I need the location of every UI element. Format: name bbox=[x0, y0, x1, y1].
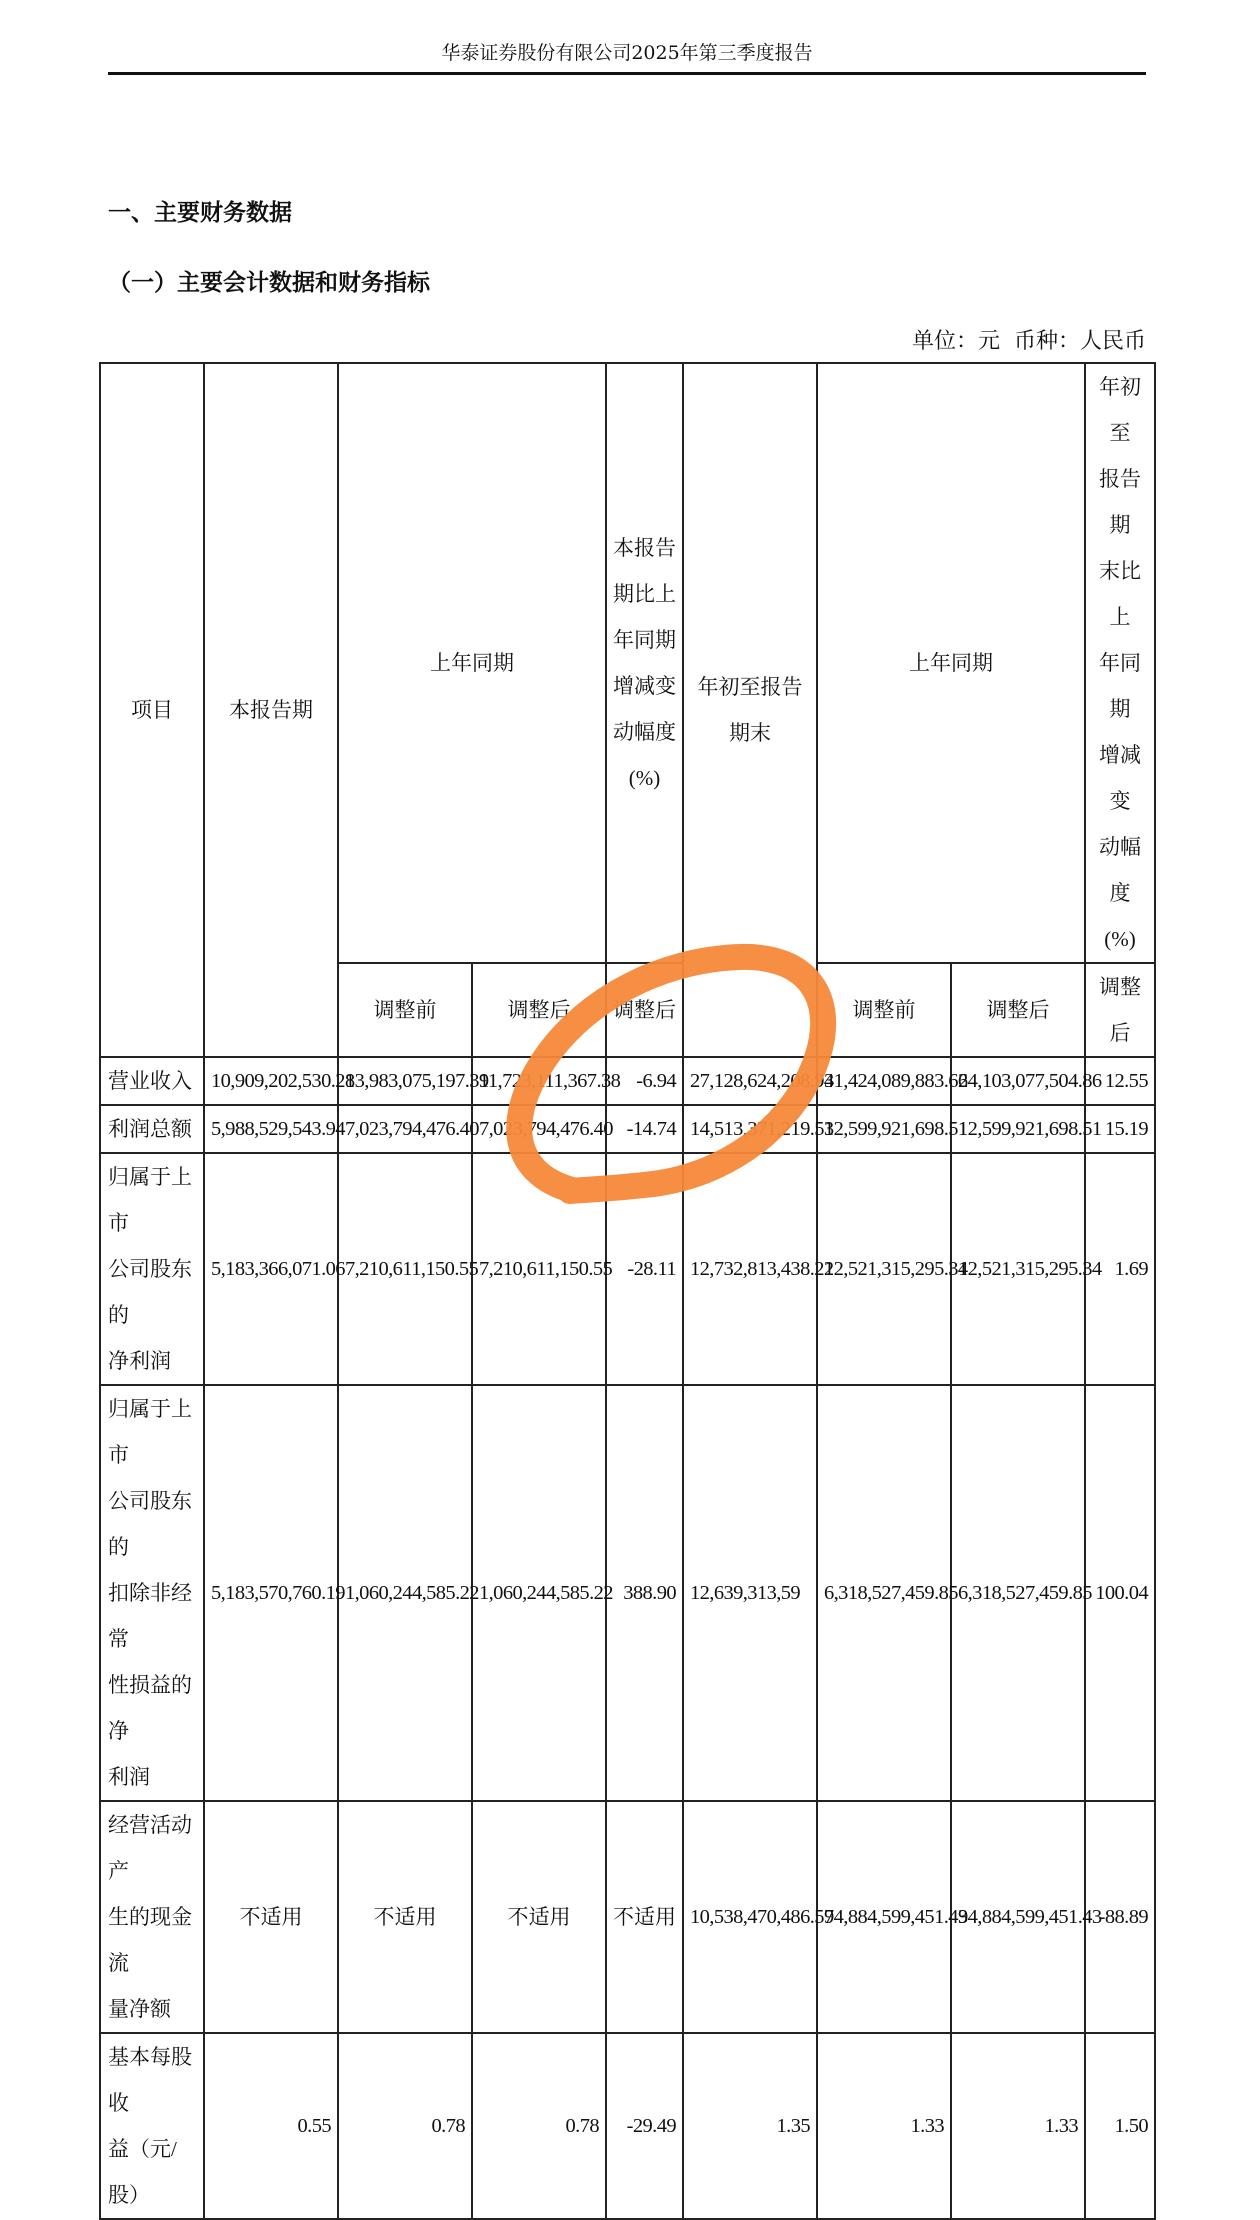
header-after-adjustment-ytd-pct: 调整后 bbox=[1085, 963, 1155, 1057]
financial-data-table bbox=[99, 362, 1156, 2220]
cell-change: 不适用 bbox=[606, 1801, 683, 2033]
cell-change: -14.74 bbox=[606, 1105, 683, 1153]
cell-ytd-change: 15.19 bbox=[1085, 1105, 1155, 1153]
header-line: 年初至 bbox=[1099, 375, 1141, 445]
header-change-pct bbox=[606, 363, 683, 963]
row-label-line: 扣除非经常 bbox=[108, 1581, 192, 1651]
row-label bbox=[100, 1801, 204, 2033]
row-label-line: 基本每股收 bbox=[108, 2045, 192, 2115]
header-line: (%) bbox=[628, 766, 661, 790]
section-title: 一、主要财务数据 bbox=[108, 199, 292, 226]
row-label-line: 量净额 bbox=[108, 1997, 171, 2021]
header-prior-ytd: 上年同期 bbox=[817, 363, 1085, 963]
cell-ytd-change: -88.89 bbox=[1085, 1801, 1155, 2033]
header-line: 期比上 bbox=[613, 582, 676, 606]
cell-current: 0.55 bbox=[204, 2033, 338, 2219]
cell-prior-ytd-before: 1.33 bbox=[817, 2033, 951, 2219]
cell-ytd-change: 12.55 bbox=[1085, 1057, 1155, 1105]
header-after-adjustment-pct: 调整后 bbox=[606, 963, 683, 1057]
header-line: 增减变 bbox=[613, 674, 676, 698]
currency-label: 币种：人民币 bbox=[1013, 329, 1146, 354]
row-label-line: 益（元/股） bbox=[108, 2137, 177, 2207]
cell-prior-before: 7,210,611,150.55 bbox=[338, 1153, 472, 1385]
row-label: 利润总额 bbox=[100, 1105, 204, 1153]
header-prior-period: 上年同期 bbox=[338, 363, 606, 963]
cell-ytd: 14,513,371,219.53 bbox=[683, 1105, 817, 1153]
header-ytd: 年初至报告期末 bbox=[683, 363, 817, 1057]
cell-prior-ytd-before: 12,521,315,295.34 bbox=[817, 1153, 951, 1385]
cell-prior-ytd-after: 12,599,921,698.51 bbox=[951, 1105, 1085, 1153]
cell-ytd: 1.35 bbox=[683, 2033, 817, 2219]
report-title: 华泰证券股份有限公司2025年第三季度报告 bbox=[441, 42, 813, 64]
row-label bbox=[100, 2033, 204, 2219]
header-line: (%) bbox=[1104, 927, 1136, 951]
cell-ytd: 27,128,624,208.94 bbox=[683, 1057, 817, 1105]
table-row bbox=[100, 1153, 1155, 1385]
cell-prior-after: 1,060,244,585.22 bbox=[472, 1385, 606, 1801]
cell-prior-before: 13,983,075,197.39 bbox=[338, 1057, 472, 1105]
cell-prior-ytd-after: 12,521,315,295.34 bbox=[951, 1153, 1085, 1385]
header-line: 末比上 bbox=[1099, 559, 1141, 629]
cell-prior-ytd-before: 12,599,921,698.51 bbox=[817, 1105, 951, 1153]
cell-change: -6.94 bbox=[606, 1057, 683, 1105]
page-header bbox=[108, 30, 1146, 75]
header-line: 动幅度 bbox=[1099, 835, 1141, 905]
cell-prior-after: 7,210,611,150.55 bbox=[472, 1153, 606, 1385]
table-row bbox=[100, 1385, 1155, 1801]
header-before-adjustment: 调整前 bbox=[338, 963, 472, 1057]
row-label-line: 公司股东的 bbox=[108, 1489, 192, 1559]
cell-change: 388.90 bbox=[606, 1385, 683, 1801]
cell-current: 5,183,570,760.19 bbox=[204, 1385, 338, 1801]
cell-ytd: 10,538,470,486.57 bbox=[683, 1801, 817, 2033]
subsection-title: （一）主要会计数据和财务指标 bbox=[108, 269, 430, 296]
cell-current: 10,909,202,530.28 bbox=[204, 1057, 338, 1105]
table-row bbox=[100, 1801, 1155, 2033]
cell-ytd-change: 1.50 bbox=[1085, 2033, 1155, 2219]
header-line: 增减变 bbox=[1099, 743, 1141, 813]
header-line: 报告期 bbox=[1099, 467, 1141, 537]
row-label-line: 经营活动产 bbox=[108, 1813, 192, 1883]
cell-prior-ytd-before: 6,318,527,459.85 bbox=[817, 1385, 951, 1801]
cell-prior-after: 不适用 bbox=[472, 1801, 606, 2033]
header-line: 年同期 bbox=[613, 628, 676, 652]
row-label-line: 净利润 bbox=[108, 1349, 171, 1373]
header-ytd-change bbox=[1085, 363, 1155, 963]
header-after-adjustment-ytd: 调整后 bbox=[951, 963, 1085, 1057]
cell-current: 5,183,366,071.06 bbox=[204, 1153, 338, 1385]
row-label bbox=[100, 1385, 204, 1801]
cell-prior-ytd-after: 1.33 bbox=[951, 2033, 1085, 2219]
header-line: 动幅度 bbox=[613, 720, 676, 744]
unit-line bbox=[898, 324, 1146, 355]
row-label-line: 公司股东的 bbox=[108, 1257, 192, 1327]
table-row bbox=[100, 1057, 1155, 1105]
cell-prior-before: 7,023,794,476.40 bbox=[338, 1105, 472, 1153]
row-label bbox=[100, 1153, 204, 1385]
cell-prior-ytd-after: 94,884,599,451.43 bbox=[951, 1801, 1085, 2033]
cell-prior-before: 不适用 bbox=[338, 1801, 472, 2033]
header-line: 本报告 bbox=[613, 536, 676, 560]
cell-change: -28.11 bbox=[606, 1153, 683, 1385]
header-line: 年同期 bbox=[1099, 651, 1141, 721]
cell-prior-before: 1,060,244,585.22 bbox=[338, 1385, 472, 1801]
cell-prior-ytd-before: 31,424,089,883.66 bbox=[817, 1057, 951, 1105]
cell-ytd: 12,639,313,59 bbox=[683, 1385, 817, 1801]
row-label: 营业收入 bbox=[100, 1057, 204, 1105]
cell-ytd-change: 100.04 bbox=[1085, 1385, 1155, 1801]
cell-prior-after: 7,023,794,476.40 bbox=[472, 1105, 606, 1153]
row-label-line: 生的现金流 bbox=[108, 1905, 192, 1975]
cell-prior-ytd-after: 6,318,527,459.85 bbox=[951, 1385, 1085, 1801]
cell-ytd: 12,732,813,438.22 bbox=[683, 1153, 817, 1385]
cell-prior-ytd-before: 94,884,599,451.43 bbox=[817, 1801, 951, 2033]
cell-current: 不适用 bbox=[204, 1801, 338, 2033]
cell-current: 5,988,529,543.94 bbox=[204, 1105, 338, 1153]
row-label-line: 利润 bbox=[108, 1765, 150, 1789]
header-after-adjustment: 调整后 bbox=[472, 963, 606, 1057]
row-label-line: 归属于上市 bbox=[108, 1397, 192, 1467]
cell-ytd-change: 1.69 bbox=[1085, 1153, 1155, 1385]
unit-label: 单位：元 bbox=[911, 329, 1000, 354]
cell-prior-after: 0.78 bbox=[472, 2033, 606, 2219]
header-current-period: 本报告期 bbox=[204, 363, 338, 1057]
table-row bbox=[100, 2033, 1155, 2219]
header-before-adjustment-ytd: 调整前 bbox=[817, 963, 951, 1057]
header-item: 项目 bbox=[100, 363, 204, 1057]
cell-prior-ytd-after: 24,103,077,504.86 bbox=[951, 1057, 1085, 1105]
table-row bbox=[100, 1105, 1155, 1153]
cell-prior-before: 0.78 bbox=[338, 2033, 472, 2219]
row-label-line: 性损益的净 bbox=[108, 1673, 192, 1743]
cell-change: -29.49 bbox=[606, 2033, 683, 2219]
cell-prior-after: 11,723,111,367.38 bbox=[472, 1057, 606, 1105]
row-label-line: 归属于上市 bbox=[108, 1165, 192, 1235]
